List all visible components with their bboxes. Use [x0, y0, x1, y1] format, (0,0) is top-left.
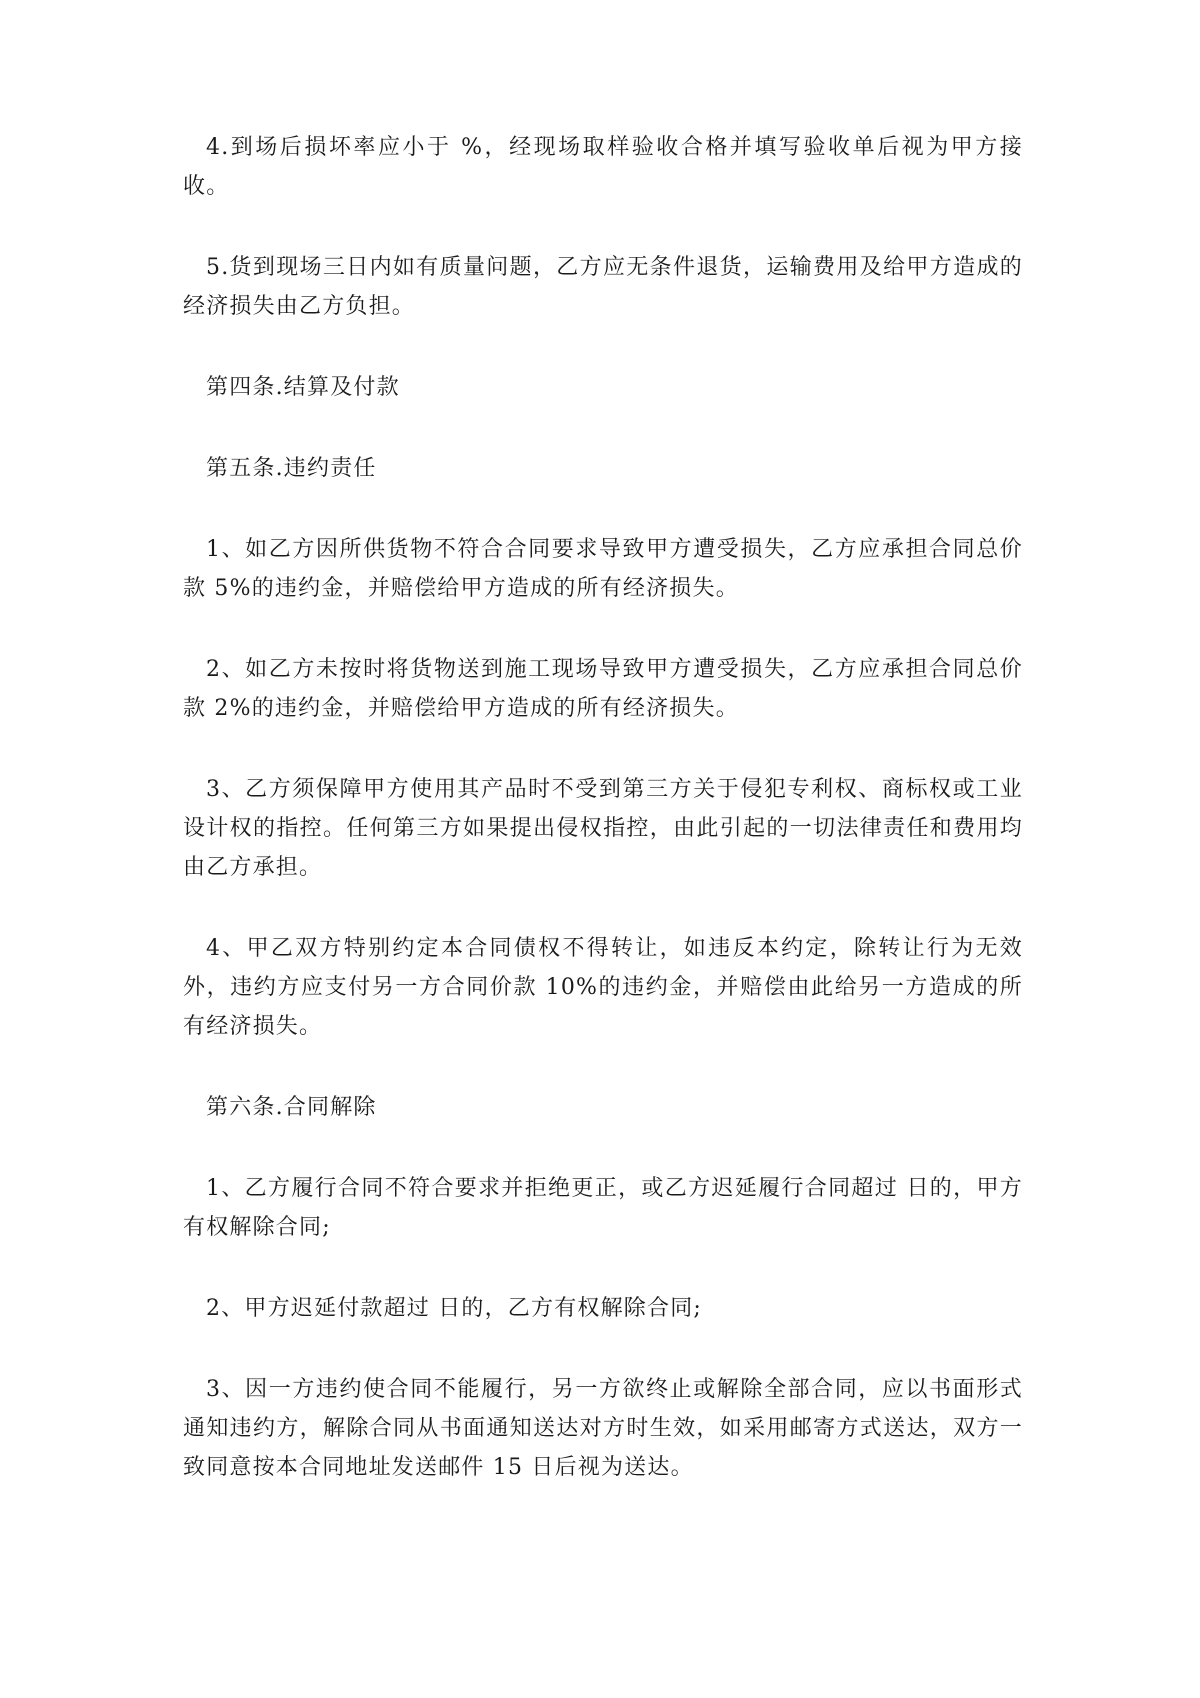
article-5-item-1: 1、如乙方因所供货物不符合合同要求导致甲方遭受损失，乙方应承担合同总价款 5%的违约金，并赔偿给甲方造成的所有经济损失。 [183, 537, 1023, 601]
article-5-item-2: 2、如乙方未按时将货物送到施工现场导致甲方遭受损失，乙方应承担合同总价款 2%的违约金，并赔偿给甲方造成的所有经济损失。 [183, 657, 1023, 721]
article-6-item-1: 1、乙方履行合同不符合要求并拒绝更正，或乙方迟延履行合同超过 日的，甲方有权解除合同; [183, 1176, 1023, 1240]
article-4-heading: 第四条.结算及付款 [206, 375, 400, 400]
article-6-item-3: 3、因一方违约使合同不能履行，另一方欲终止或解除全部合同，应以书面形式通知违约方，解除合同从书面通知送达对方时生效，如采用邮寄方式送达，双方一致同意按本合同地址发送邮件 15 日后视为送达。 [183, 1377, 1023, 1480]
contract-body [183, 128, 1023, 1529]
article-6-item-2: 2、甲方迟延付款超过 日的，乙方有权解除合同; [206, 1296, 703, 1321]
article-6-heading: 第六条.合同解除 [206, 1095, 377, 1120]
article-5-item-3: 3、乙方须保障甲方使用其产品时不受到第三方关于侵犯专利权、商标权或工业设计权的指控。任何第三方如果提出侵权指控，由此引起的一切法律责任和费用均由乙方承担。 [183, 777, 1023, 880]
article-5-item-4: 4、甲乙双方特别约定本合同债权不得转让，如违反本约定，除转让行为无效外，违约方应支付另一方合同价款 10%的违约金，并赔偿由此给另一方造成的所有经济损失。 [183, 936, 1023, 1039]
clause-3-item-4: 4.到场后损坏率应小于 %，经现场取样验收合格并填写验收单后视为甲方接收。 [183, 135, 1023, 199]
article-5-heading: 第五条.违约责任 [206, 456, 377, 481]
clause-3-item-5: 5.货到现场三日内如有质量问题，乙方应无条件退货，运输费用及给甲方造成的经济损失由乙方负担。 [183, 255, 1023, 319]
